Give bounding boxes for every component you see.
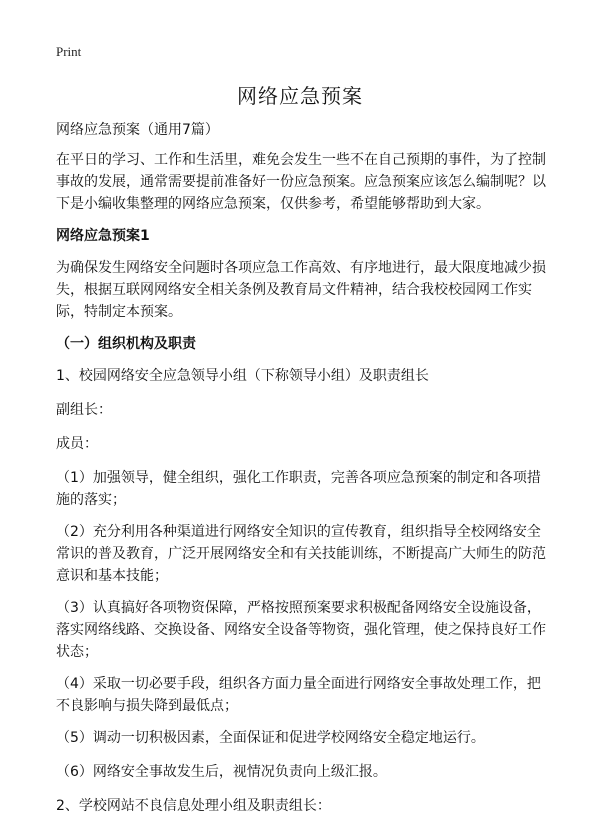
section-intro-paragraph: 为确保发生网络安全问题时各项应急工作高效、有序地进行，最大限度地减少损失，根据互联网网络安全相关条例及教育局文件精神，结合我校校园网工作实际，特制定本预案。 [56, 260, 546, 320]
duty-3-paragraph: （3）认真搞好各项物资保障，严格按照预案要求积极配备网络安全设施设备，落实网络线路、交换设备、网络安全设备等物资，强化管理，使之保持良好工作状态； [56, 600, 546, 660]
item-2-paragraph: 2、学校网站不良信息处理小组及职责组长： [56, 798, 331, 814]
duty-4-paragraph: （4）采取一切必要手段，组织各方面力量全面进行网络安全事故处理工作，把不良影响与损失降到最低点； [56, 676, 541, 714]
duty-6-paragraph: （6）网络安全事故发生后，视情况负责向上级汇报。 [56, 764, 387, 780]
item-1-paragraph: 1、校园网络安全应急领导小组（下称领导小组）及职责组长 [56, 368, 429, 384]
section-heading: 网络应急预案1 [56, 228, 150, 244]
duty-2-paragraph: （2）充分利用各种渠道进行网络安全知识的宣传教育，组织指导全校网络安全常识的普及教育，广泛开展网络安全和有关技能训练，不断提高广大师生的防范意识和基本技能； [56, 524, 546, 584]
duty-1-paragraph: （1）加强领导，健全组织，强化工作职责，完善各项应急预案的制定和各项措施的落实； [56, 470, 541, 508]
document-body [56, 119, 548, 827]
page-title: 网络应急预案 [237, 84, 363, 108]
print-label: Print [56, 44, 82, 59]
duty-5-paragraph: （5）调动一切积极因素，全面保证和促进学校网络安全稳定地运行。 [56, 730, 485, 746]
document-subtitle: 网络应急预案（通用7篇） [56, 122, 219, 138]
intro-paragraph: 在平日的学习、工作和生活里，难免会发生一些不在自己预期的事件，为了控制事故的发展，通常需要提前准备好一份应急预案。应急预案应该怎么编制呢？以下是小编收集整理的网络应急预案，仅供参考，希望能够帮助到大家。 [56, 152, 546, 212]
members-paragraph: 成员： [56, 436, 98, 452]
sub-heading: （一）组织机构及职责 [56, 336, 196, 352]
deputy-leader-paragraph: 副组长： [56, 402, 112, 418]
